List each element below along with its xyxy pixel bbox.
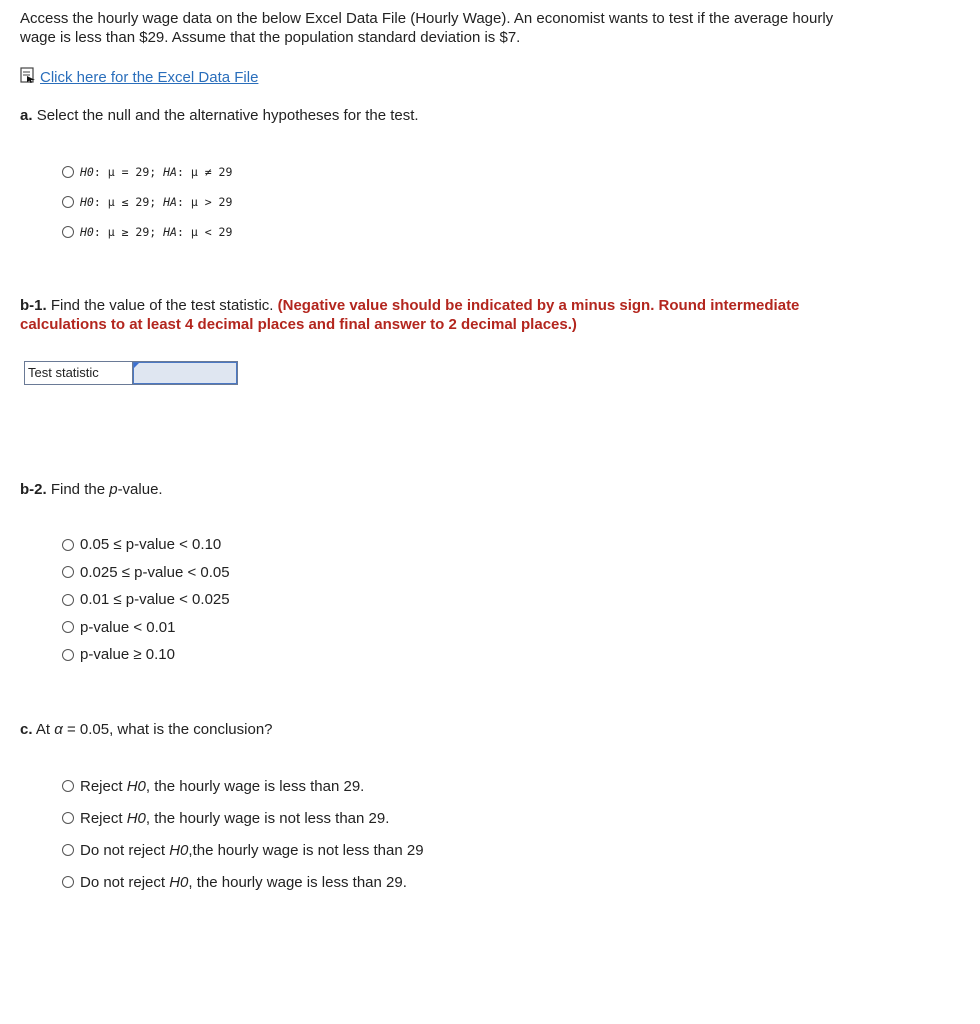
test-statistic-input[interactable] bbox=[133, 362, 237, 384]
part-c-prefix: c. bbox=[20, 721, 33, 738]
conclusion-option-4[interactable] bbox=[62, 866, 424, 898]
hypothesis-option-3[interactable] bbox=[62, 217, 232, 247]
part-c-text-after: = 0.05, what is the conclusion? bbox=[66, 721, 273, 738]
radio-button[interactable] bbox=[62, 226, 74, 238]
intro-line-1: Access the hourly wage data on the below Excel Data File (Hourly Wage). An economist wants to test if the average hourly bbox=[20, 10, 834, 27]
part-c-question bbox=[20, 721, 273, 738]
p-value-option-2[interactable] bbox=[62, 559, 230, 587]
radio-button[interactable] bbox=[62, 812, 74, 824]
radio-button[interactable] bbox=[62, 539, 74, 551]
conclusion-option-1[interactable] bbox=[62, 770, 424, 802]
radio-button[interactable] bbox=[62, 196, 74, 208]
part-b2-text-em: p bbox=[109, 481, 118, 498]
p-value-option-1[interactable] bbox=[62, 531, 230, 559]
radio-button[interactable] bbox=[62, 844, 74, 856]
flag-icon bbox=[134, 363, 139, 368]
part-b2-prefix: b-2. bbox=[20, 481, 47, 498]
conclusion-option-3[interactable] bbox=[62, 834, 424, 866]
conclusion-option-label: Reject H0, the hourly wage is less than 29. bbox=[80, 777, 365, 795]
part-b1-prefix: b-1. bbox=[20, 297, 47, 314]
hypothesis-text: H0: μ = 29; HA: μ ≠ 29 bbox=[80, 165, 233, 179]
hypothesis-option-2[interactable] bbox=[62, 187, 232, 217]
part-b2-question bbox=[20, 481, 163, 498]
conclusion-option-label: Do not reject H0, the hourly wage is less than 29. bbox=[80, 873, 407, 891]
alpha-symbol: α bbox=[54, 721, 63, 738]
hypothesis-text: H0: μ ≤ 29; HA: μ > 29 bbox=[80, 195, 233, 209]
part-a-prefix: a. bbox=[20, 107, 33, 124]
part-b1-question bbox=[20, 296, 940, 334]
p-value-option-label: 0.025 ≤ p-value < 0.05 bbox=[80, 563, 230, 581]
test-statistic-table bbox=[24, 361, 238, 385]
part-b2-text-after: -value. bbox=[117, 481, 163, 498]
p-value-option-label: 0.05 ≤ p-value < 0.10 bbox=[80, 536, 222, 554]
test-statistic-label: Test statistic bbox=[25, 362, 133, 384]
excel-file-icon bbox=[20, 67, 36, 87]
conclusion-options bbox=[62, 770, 424, 898]
hypothesis-option-1[interactable] bbox=[62, 157, 232, 187]
radio-button[interactable] bbox=[62, 780, 74, 792]
excel-data-file-link-label[interactable]: Click here for the Excel Data File bbox=[40, 68, 259, 86]
radio-button[interactable] bbox=[62, 594, 74, 606]
part-a-text: Select the null and the alternative hypotheses for the test. bbox=[36, 107, 419, 124]
excel-data-file-link[interactable] bbox=[20, 67, 258, 87]
conclusion-option-label: Reject H0, the hourly wage is not less than 29. bbox=[80, 809, 390, 827]
conclusion-option-2[interactable] bbox=[62, 802, 424, 834]
p-value-option-5[interactable] bbox=[62, 641, 230, 669]
radio-button[interactable] bbox=[62, 649, 74, 661]
radio-button[interactable] bbox=[62, 876, 74, 888]
radio-button[interactable] bbox=[62, 621, 74, 633]
p-value-option-4[interactable] bbox=[62, 614, 230, 642]
part-b1-text: Find the value of the test statistic. bbox=[50, 297, 274, 314]
radio-button[interactable] bbox=[62, 566, 74, 578]
p-value-option-label: p-value < 0.01 bbox=[80, 618, 176, 636]
part-b1-instruction-1: (Negative value should be indicated by a minus sign. Round intermediate bbox=[277, 297, 800, 314]
part-a-question bbox=[20, 107, 419, 124]
p-value-options bbox=[62, 531, 230, 669]
conclusion-option-label: Do not reject H0,the hourly wage is not less than 29 bbox=[80, 841, 424, 859]
part-c-text-before: At bbox=[35, 721, 51, 738]
hypotheses-options bbox=[62, 157, 232, 247]
part-b1-instruction-2: calculations to at least 4 decimal places and final answer to 2 decimal places.) bbox=[20, 316, 577, 333]
p-value-option-label: 0.01 ≤ p-value < 0.025 bbox=[80, 591, 230, 609]
hypothesis-text: H0: μ ≥ 29; HA: μ < 29 bbox=[80, 225, 233, 239]
question-intro bbox=[20, 9, 950, 47]
p-value-option-label: p-value ≥ 0.10 bbox=[80, 646, 175, 664]
radio-button[interactable] bbox=[62, 166, 74, 178]
part-b2-text-before: Find the bbox=[50, 481, 106, 498]
intro-line-2: wage is less than $29. Assume that the population standard deviation is $7. bbox=[20, 29, 521, 46]
p-value-option-3[interactable] bbox=[62, 586, 230, 614]
